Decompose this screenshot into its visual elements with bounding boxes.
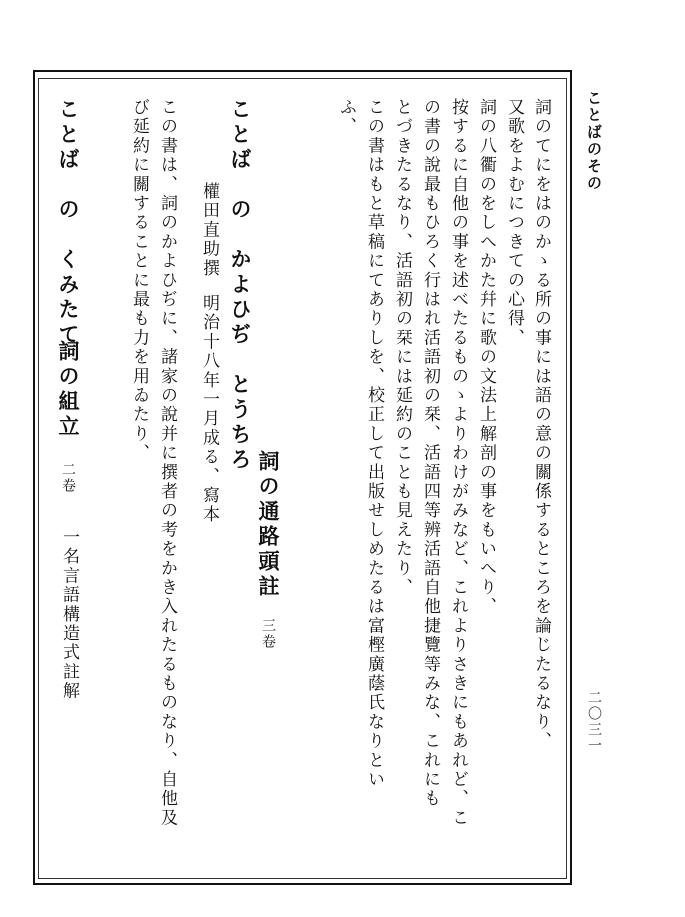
entry3-alt-name: 一名言語構造式註解	[59, 528, 79, 701]
entry3-heading: ことば の くみたて	[56, 98, 81, 348]
entry2-volumes: 三卷	[260, 618, 276, 650]
entry2-line-2: び延約に關することに最も力を用ゐたり、	[129, 98, 149, 463]
entry2-date-note: 明治十八年一月成る、寫本	[199, 294, 219, 525]
entry2-author: 權田直助撰	[199, 182, 219, 278]
entry1-line-8: ふ、	[336, 98, 356, 137]
entry1-line-5: の書の說最もひろく行はれ活語初の栞、活語四等辨活語自他捷覽等みな、これにも	[420, 98, 440, 809]
entry2-line-1: この書は、詞のかよひぢに、諸家の說并に撰者の考をかき入れたるものなり、自他及	[157, 98, 177, 828]
entry1-line-7: この書はもと草稿にてありしを、校正して出版せしめたるは富樫廣蔭氏なりとい	[364, 98, 384, 790]
entry1-line-3: 詞の八衢のをしへかた幷に歌の文法上解剖の事をもいへり、	[476, 98, 496, 617]
entry1-line-2: 又歌をよむにつきての心得、	[504, 98, 524, 348]
entry1-line-4: 按するに自他の事を述べたるものゝよりわけがみなど、これよりさきにもあれど、こ	[448, 98, 468, 828]
entry3-volumes: 二卷	[60, 462, 76, 494]
page-number: 二〇三一	[586, 690, 602, 754]
entry3-title: 詞の組立	[56, 340, 81, 440]
entry2-title: 詞の通路頭註	[256, 450, 281, 600]
entry1-line-1: 詞のてにをはのかゝる所の事には語の意の關係するところを論じたるなり、	[531, 98, 551, 751]
running-head: ことばのその	[585, 90, 603, 192]
entry1-line-6: とづきたるなり、活語初の栞には延約のことも見えたり、	[392, 98, 412, 598]
entry2-heading: ことば の かよひぢ とうちろ	[228, 98, 253, 473]
